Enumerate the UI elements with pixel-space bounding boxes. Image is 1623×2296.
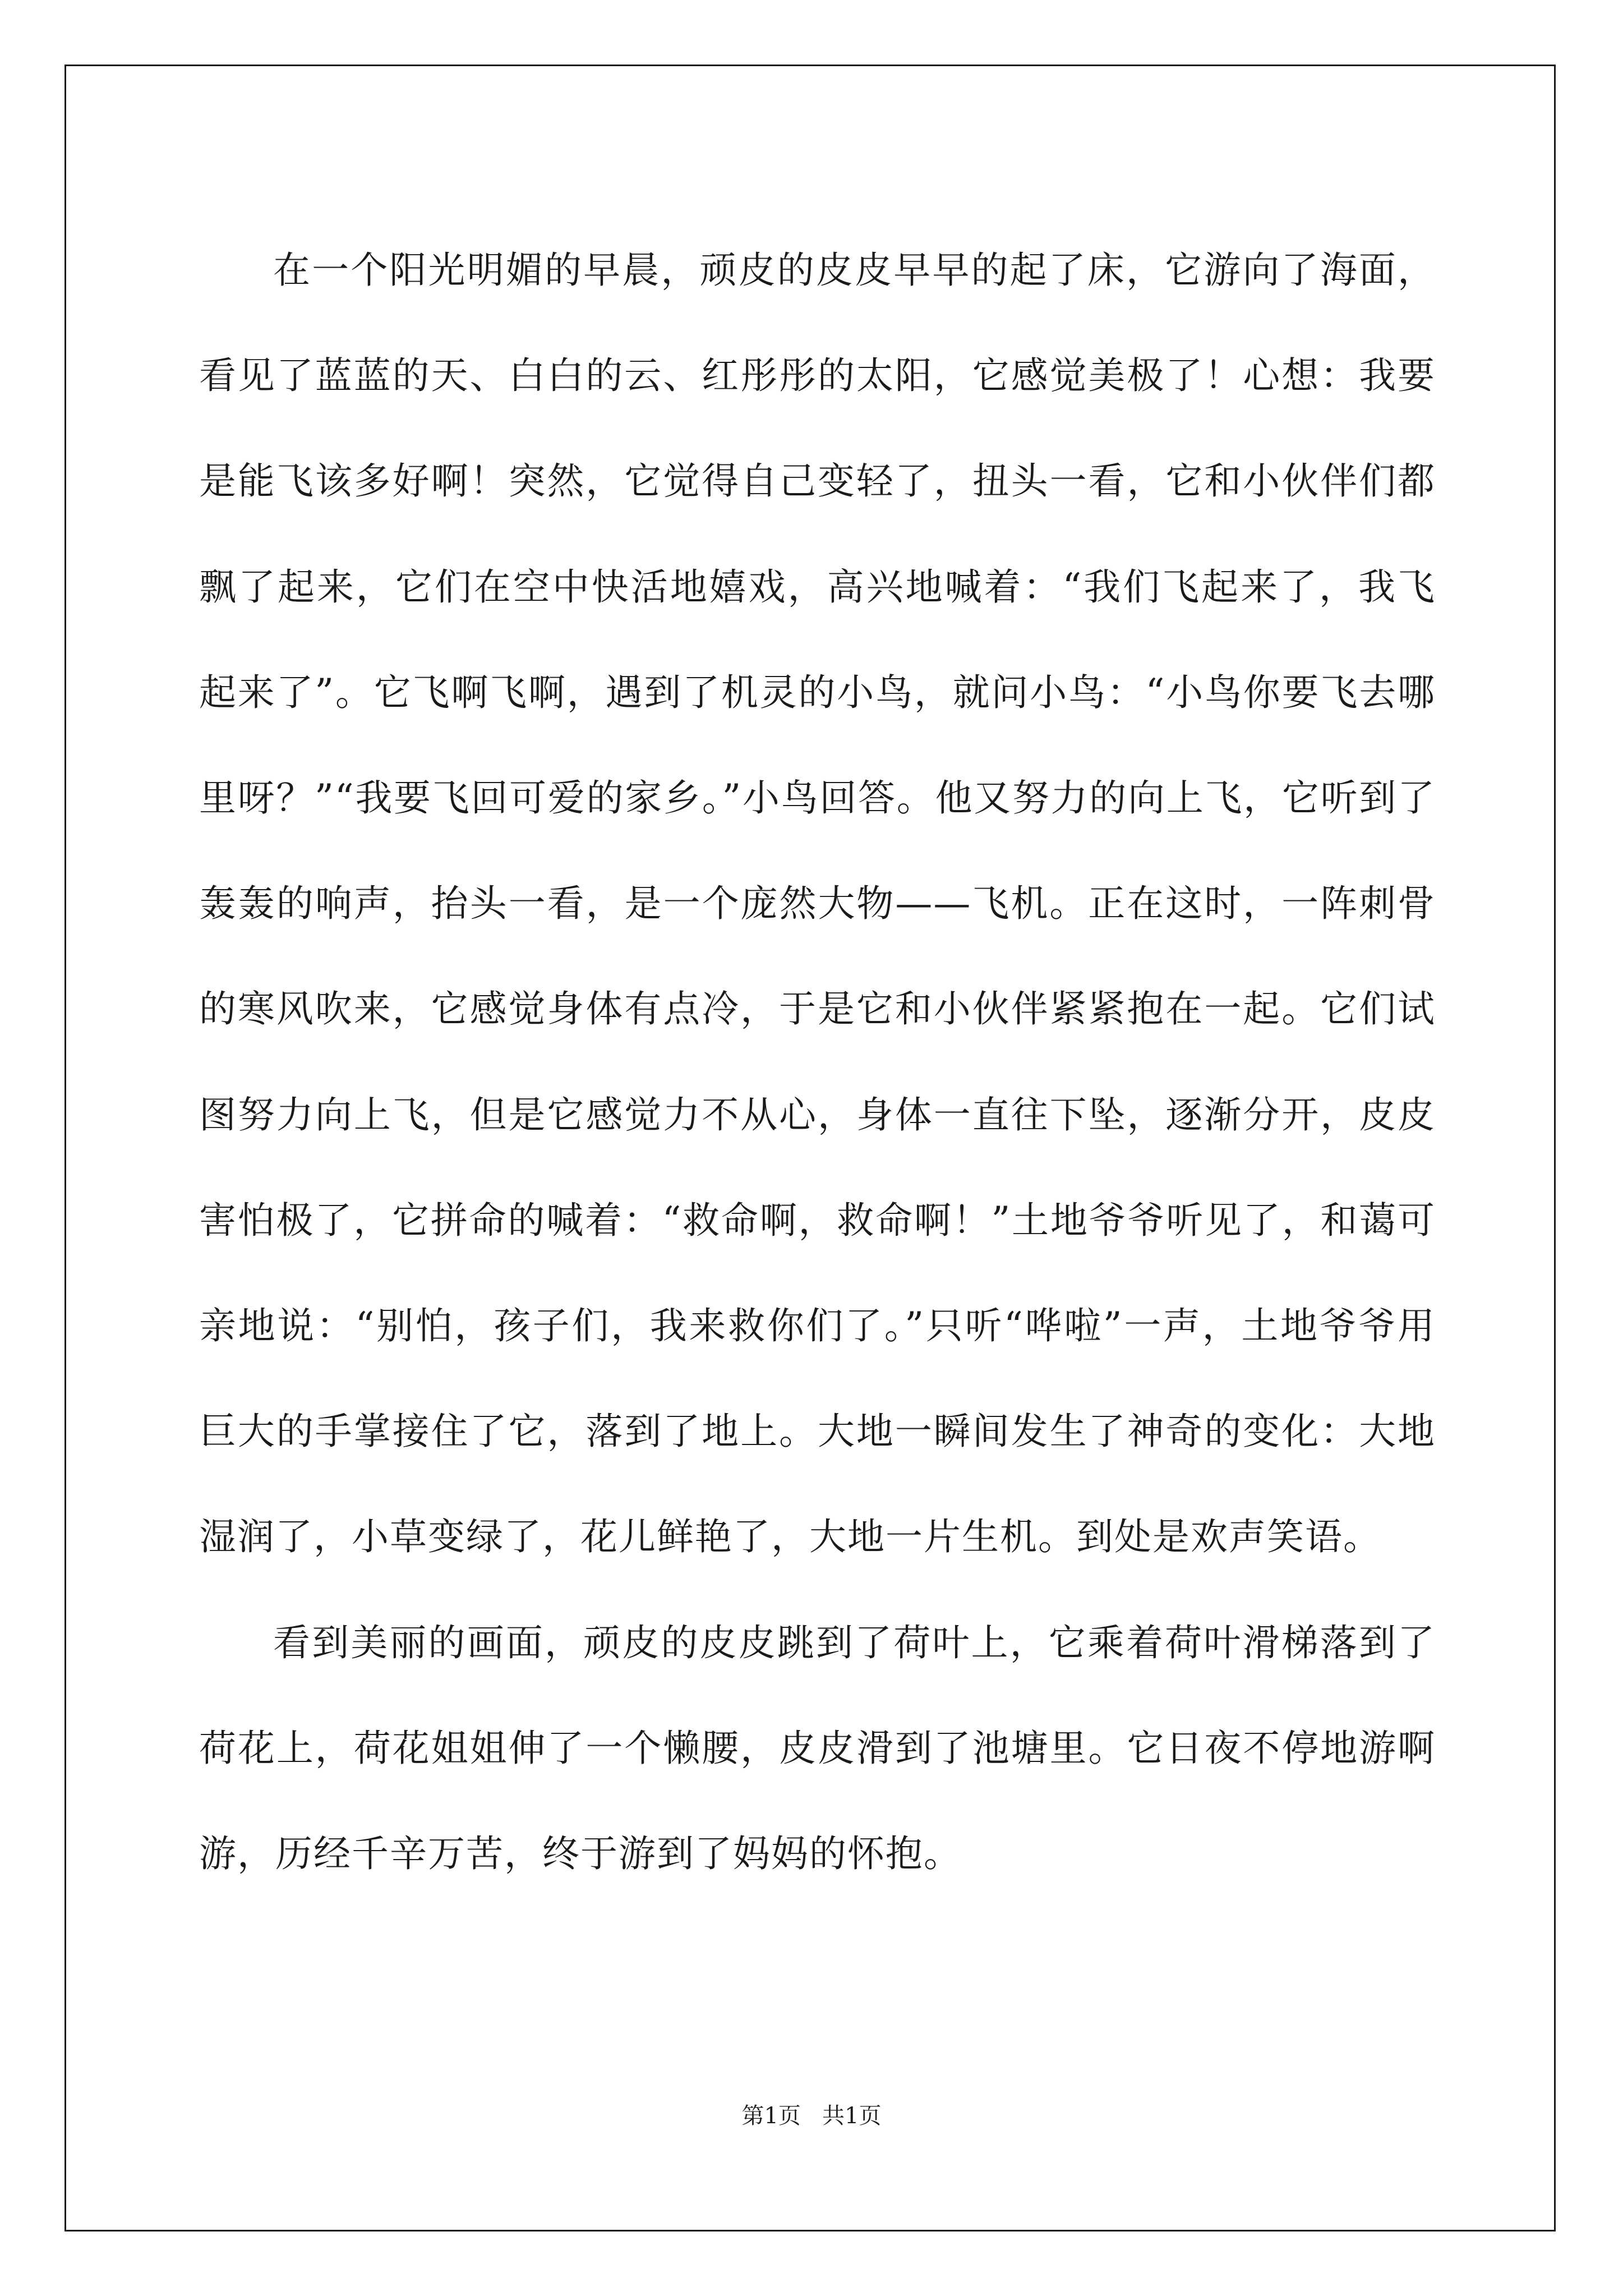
document-body (199, 218, 1436, 1907)
page-number-footer: 第1页 共1页 (741, 2103, 882, 2129)
paragraph-1: 在一个阳光明媚的早晨，顽皮的皮皮早早的起了床，它游向了海面，看见了蓝蓝的天、白白的云、红彤彤的太阳，它感觉美极了！心想：我要是能飞该多好啊！突然，它觉得自己变轻了，扭头一看，它和小伙伴们都飘了起来，它们在空中快活地嬉戏，高兴地喊着：“我们飞起来了，我飞起来了”。它飞啊飞啊，遇到了机灵的小鸟，就问小鸟：“小鸟你要飞去哪里呀？”“我要飞回可爱的家乡。”小鸟回答。他又努力的向上飞，它听到了轰轰的响声，抬头一看，是一个庞然大物——飞机。正在这时，一阵刺骨的寒风吹来，它感觉身体有点冷，于是它和小伙伴紧紧抱在一起。它们试图努力向上飞，但是它感觉力不从心，身体一直往下坠，逐渐分开，皮皮害怕极了，它拼命的喊着：“救命啊，救命啊！”土地爷爷听见了，和蔼可亲地说：“别怕，孩子们，我来救你们了。”只听“哗啦”一声，土地爷爷用巨大的手掌接住了它，落到了地上。大地一瞬间发生了神奇的变化：大地湿润了，小草变绿了，花儿鲜艳了，大地一片生机。到处是欢声笑语。 (199, 249, 1436, 1559)
paragraph-2: 看到美丽的画面，顽皮的皮皮跳到了荷叶上，它乘着荷叶滑梯落到了荷花上，荷花姐姐伸了一个懒腰，皮皮滑到了池塘里。它日夜不停地游啊游，历经千辛万苦，终于游到了妈妈的怀抱。 (199, 1621, 1436, 1876)
